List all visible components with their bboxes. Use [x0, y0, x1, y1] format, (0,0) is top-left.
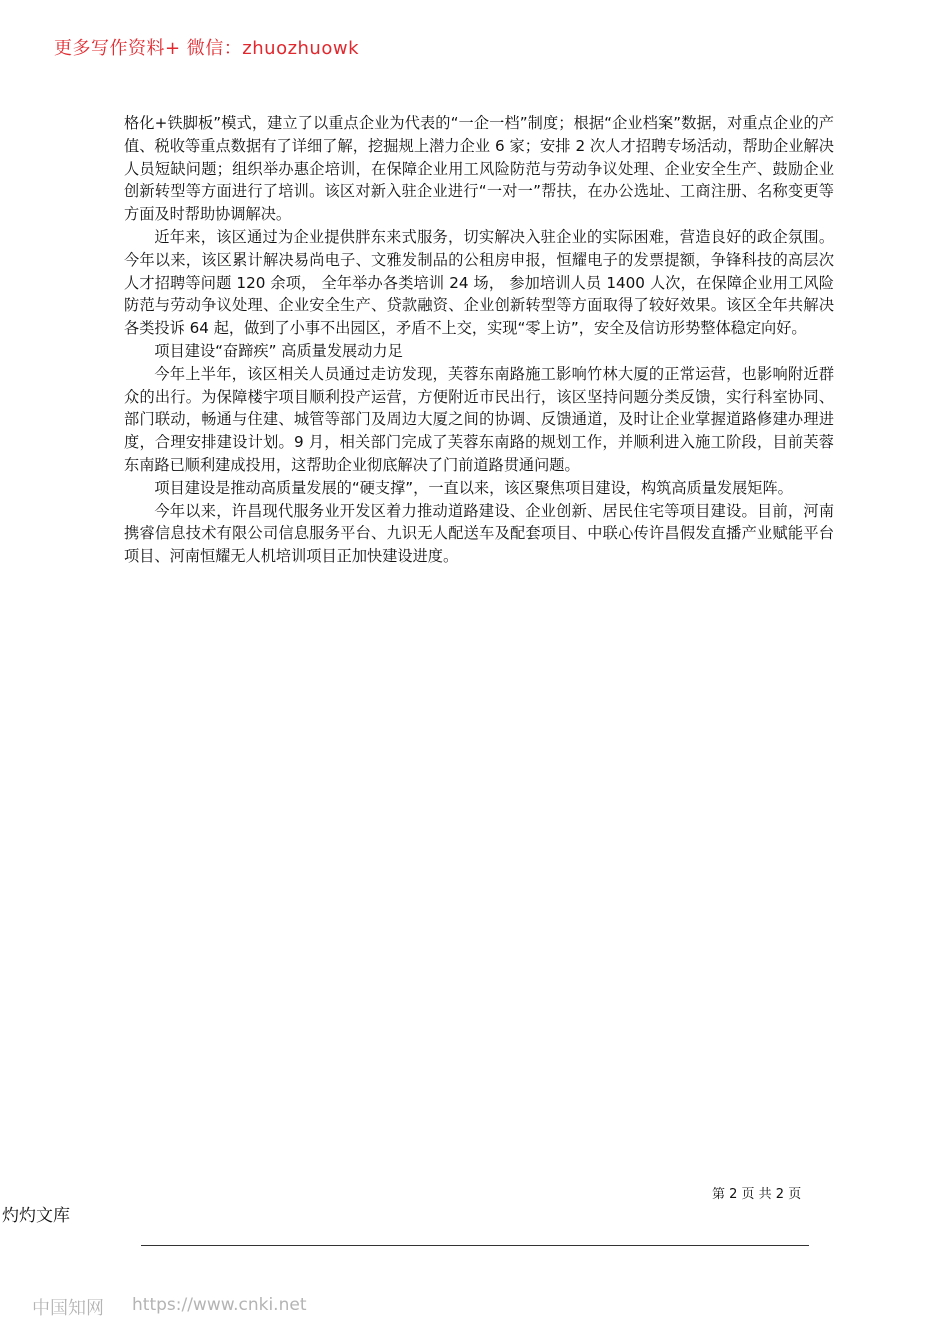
promo-banner: 更多写作资料+ 微信：zhuozhuowk: [54, 38, 360, 59]
paragraph-3: 今年上半年，该区相关人员通过走访发现，芙蓉东南路施工影响竹林大厦的正常运营，也影响附近群众的出行。为保障楼宇项目顺利投产运营，方便附近市民出行，该区坚持问题分类反馈，实行科室协同、部门联动，畅通与住建、城管等部门及周边大厦之间的协调、反馈通道，及时让企业掌握道路修建办理进度，合理安排建设计划。9 月，相关部门完成了芙蓉东南路的规划工作，并顺利进入施工阶段，目前芙蓉东南路已顺利建成投用，这帮助企业彻底解决了门前道路贯通问题。: [124, 364, 834, 474]
document-body: [124, 112, 834, 568]
page-number: 第 2 页 共 2 页: [712, 1187, 802, 1202]
footer-divider: [141, 1245, 809, 1246]
watermark-url: https://www.cnki.net: [132, 1295, 307, 1315]
paragraph-5: 今年以来，许昌现代服务业开发区着力推动道路建设、企业创新、居民住宅等项目建设。目前，河南携睿信息技术有限公司信息服务平台、九识无人配送车及配套项目、中联心传许昌假发直播产业赋能平台项目、河南恒耀无人机培训项目正加快建设进度。: [124, 501, 834, 566]
paragraph-4: 项目建设是推动高质量发展的“硬支撑”，一直以来，该区聚焦项目建设，构筑高质量发展矩阵。: [154, 478, 793, 497]
watermark-site-name: 中国知网: [32, 1298, 104, 1319]
library-name: 灼灼文库: [2, 1206, 70, 1226]
section-heading: 项目建设“奋蹄疾” 高质量发展动力足: [154, 341, 403, 360]
paragraph-2: 近年来，该区通过为企业提供胖东来式服务，切实解决入驻企业的实际困难，营造良好的政企氛围。今年以来，该区累计解决易尚电子、文雅发制品的公租房申报，恒耀电子的发票提额，争锋科技的高层次人才招聘等问题 120 余项， 全年举办各类培训 24 场， 参加培训人员 1400 人次，在保障企业用工风险防范与劳动争议处理、企业安全生产、贷款融资、企业创新转型等方面取得了较好效果。该区全年共解决各类投诉 64 起，做到了小事不出园区，矛盾不上交，实现“零上访”，安全及信访形势整体稳定向好。: [124, 227, 834, 338]
paragraph-1: 格化+铁脚板”模式，建立了以重点企业为代表的“一企一档”制度；根据“企业档案”数据，对重点企业的产值、税收等重点数据有了详细了解，挖掘规上潜力企业 6 家；安排 2 次人才招聘专场活动，帮助企业解决人员短缺问题；组织举办惠企培训，在保障企业用工风险防范与劳动争议处理、企业安全生产、鼓励企业创新转型等方面进行了培训。该区对新入驻企业进行“一对一”帮扶，在办公选址、工商注册、名称变更等方面及时帮助协调解决。: [124, 114, 834, 224]
